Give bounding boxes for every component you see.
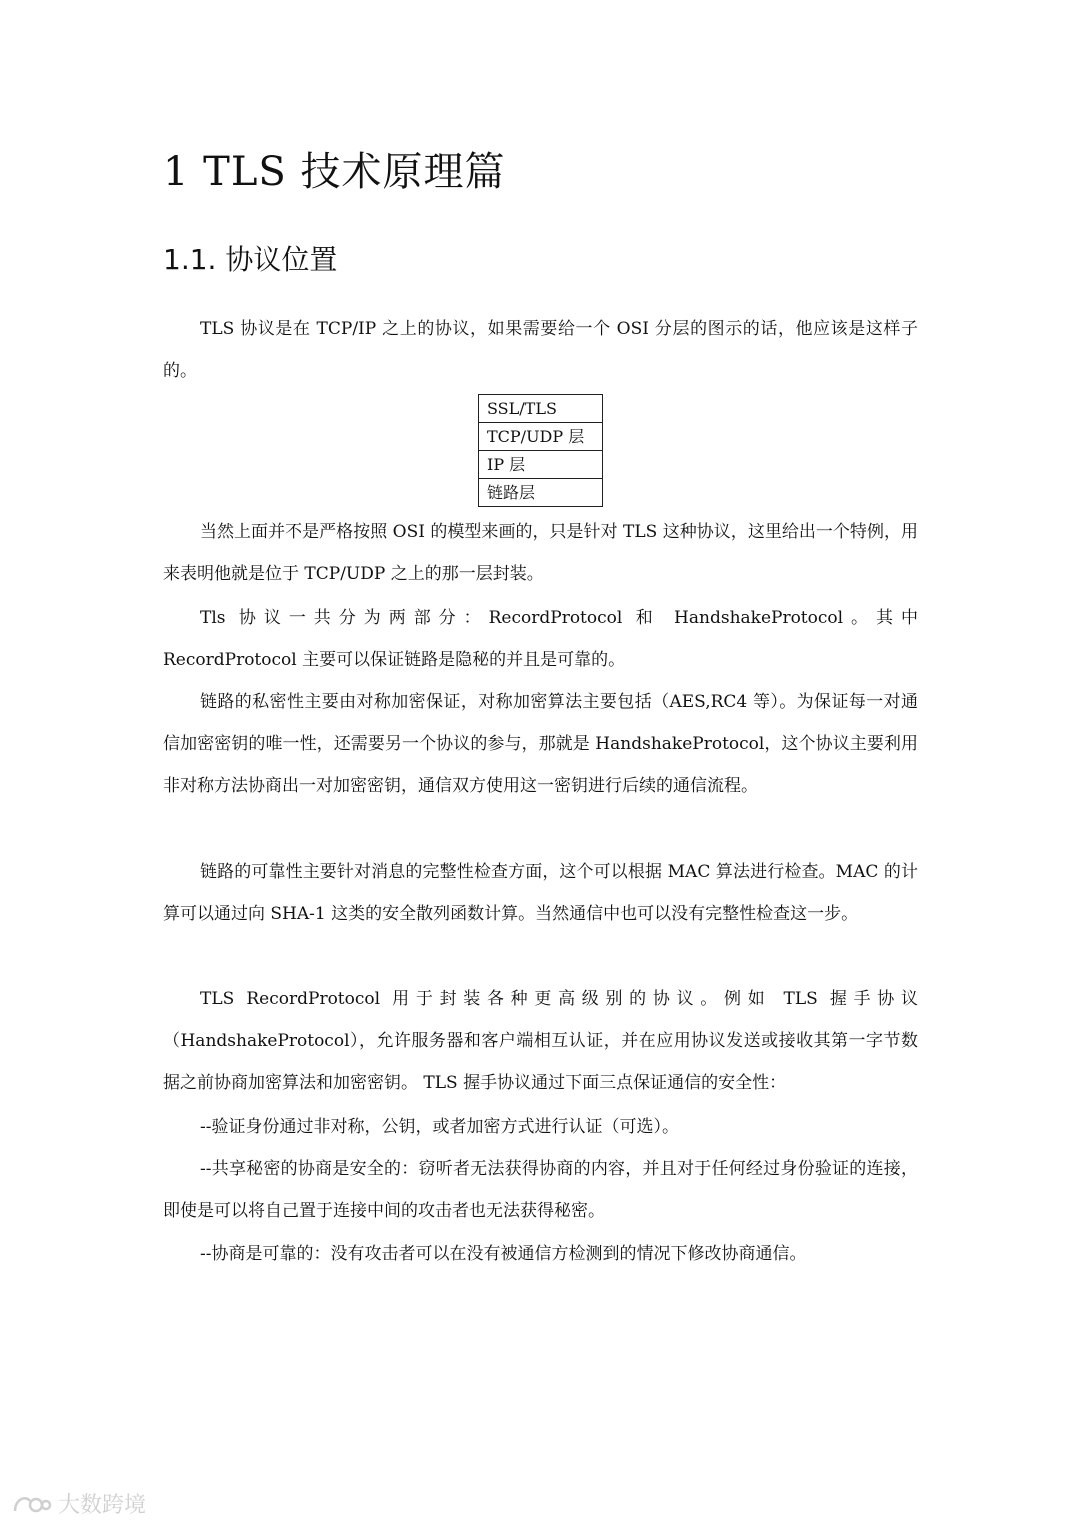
paragraph-point-reliable: --协商是可靠的：没有攻击者可以在没有被通信方检测到的情况下修改协商通信。 — [200, 1244, 807, 1264]
chapter-heading: 1 TLS 技术原理篇 — [163, 149, 506, 195]
paragraph-point-auth: --验证身份通过非对称，公钥，或者加密方式进行认证（可选）。 — [200, 1117, 679, 1137]
section-heading: 1.1. 协议位置 — [163, 243, 338, 276]
layer-row — [479, 479, 603, 507]
layer-cell: 链路层 — [479, 479, 603, 507]
watermark — [12, 1488, 146, 1519]
osi-layer-table — [478, 394, 603, 507]
paragraph-point-secret: --共享秘密的协商是安全的：窃听者无法获得协商的内容，并且对于任何经过身份验证的连接，即使是可以将自己置于连接中间的攻击者也无法获得秘密。 — [163, 1159, 918, 1221]
paragraph-reliability: 链路的可靠性主要针对消息的完整性检查方面，这个可以根据 MAC 算法进行检查。MAC 的计算可以通过向 SHA-1 这类的安全散列函数计算。当然通信中也可以没有完整性检查这一步。 — [163, 862, 918, 924]
paragraph-protocol-parts: Tls 协议一共分为两部分：RecordProtocol 和 HandshakeProtocol。其中 RecordProtocol 主要可以保证链路是隐秘的并且是可靠的。 — [163, 608, 918, 670]
layer-row — [479, 451, 603, 479]
layer-row — [479, 395, 603, 423]
layer-cell: SSL/TLS — [479, 395, 603, 423]
layer-cell: TCP/UDP 层 — [479, 423, 603, 451]
paragraph-osi-note: 当然上面并不是严格按照 OSI 的模型来画的，只是针对 TLS 这种协议，这里给出一个特例，用来表明他就是位于 TCP/UDP 之上的那一层封装。 — [163, 522, 918, 584]
watermark-logo-icon — [12, 1491, 52, 1517]
layer-row — [479, 423, 603, 451]
paragraph-record-protocol: TLS RecordProtocol 用于封装各种更高级别的协议。例如 TLS 握手协议（HandshakeProtocol），允许服务器和客户端相互认证，并在应用协议发送或接收其第一字节数据之前协商加密算法和加密密钥。 TLS 握手协议通过下面三点保证通信的安全性： — [163, 989, 918, 1093]
paragraph-privacy: 链路的私密性主要由对称加密保证，对称加密算法主要包括（AES,RC4 等）。为保证每一对通信加密密钥的唯一性，还需要另一个协议的参与，那就是 HandshakeProtocol，这个协议主要利用非对称方法协商出一对加密密钥，通信双方使用这一密钥进行后续的通信流程。 — [163, 692, 918, 796]
layer-cell: IP 层 — [479, 451, 603, 479]
watermark-text: 大数跨境 — [58, 1493, 147, 1518]
intro-paragraph: TLS 协议是在 TCP/IP 之上的协议，如果需要给一个 OSI 分层的图示的话，他应该是这样子的。 — [163, 319, 918, 381]
